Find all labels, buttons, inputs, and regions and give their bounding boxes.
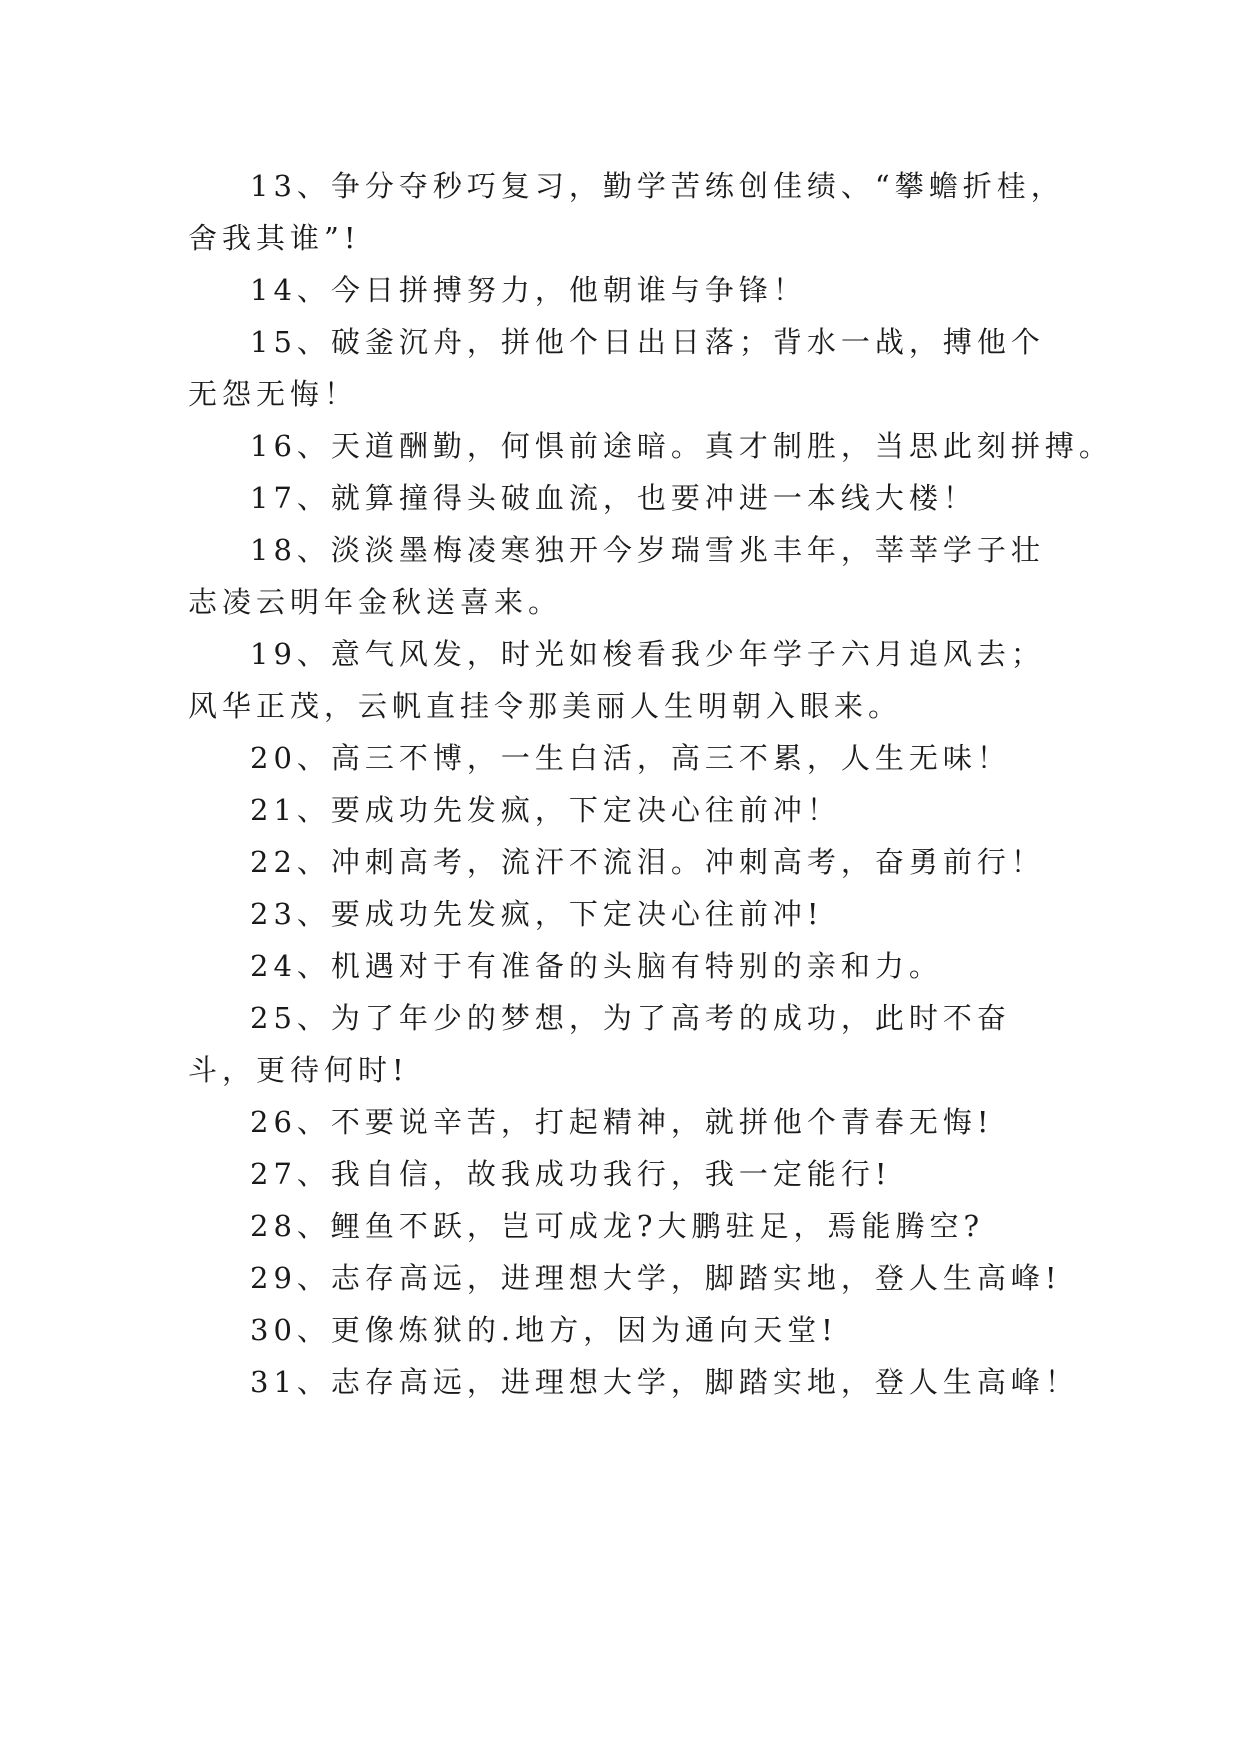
- paragraph-14: 14、今日拼搏努力，他朝谁与争锋！: [250, 273, 807, 307]
- document-body: [188, 160, 1113, 1408]
- paragraph-20: 20、高三不博，一生白活，高三不累，人生无味！: [250, 741, 1011, 775]
- paragraph-15: 15、破釜沉舟，拼他个日出日落；背水一战，搏他个无怨无悔！: [188, 325, 1045, 411]
- paragraph-24: 24、机遇对于有准备的头脑有特别的亲和力。: [250, 949, 943, 983]
- paragraph-27: 27、我自信，故我成功我行，我一定能行!: [250, 1157, 892, 1191]
- paragraph-31: 31、志存高远，进理想大学，脚踏实地，登人生高峰！: [250, 1365, 1079, 1399]
- paragraph-26: 26、不要说辛苦，打起精神，就拼他个青春无悔!: [250, 1105, 994, 1139]
- paragraph-16: 16、天道酬勤，何惧前途暗。真才制胜，当思此刻拼搏。: [250, 429, 1113, 463]
- paragraph-21: 21、要成功先发疯，下定决心往前冲！: [250, 793, 841, 827]
- paragraph-25: 25、为了年少的梦想，为了高考的成功，此时不奋斗，更待何时!: [188, 1001, 1011, 1087]
- paragraph-19: 19、意气风发，时光如梭看我少年学子六月追风去；风华正茂，云帆直挂令那美丽人生明朝入眼来。: [188, 637, 1045, 723]
- paragraph-13: 13、争分夺秒巧复习，勤学苦练创佳绩、“攀蟾折桂，舍我其谁”!: [188, 169, 1065, 255]
- paragraph-17: 17、就算撞得头破血流，也要冲进一本线大楼！: [250, 481, 977, 515]
- paragraph-18: 18、淡淡墨梅凌寒独开今岁瑞雪兆丰年，莘莘学子壮志凌云明年金秋送喜来。: [188, 533, 1045, 619]
- paragraph-22: 22、冲刺高考，流汗不流泪。冲刺高考，奋勇前行！: [250, 845, 1045, 879]
- paragraph-29: 29、志存高远，进理想大学，脚踏实地，登人生高峰!: [250, 1261, 1062, 1295]
- paragraph-30: 30、更像炼狱的.地方，因为通向天堂!: [250, 1313, 838, 1347]
- paragraph-23: 23、要成功先发疯，下定决心往前冲!: [250, 897, 824, 931]
- paragraph-28: 28、鲤鱼不跃，岂可成龙?大鹏驻足，焉能腾空?: [250, 1209, 984, 1243]
